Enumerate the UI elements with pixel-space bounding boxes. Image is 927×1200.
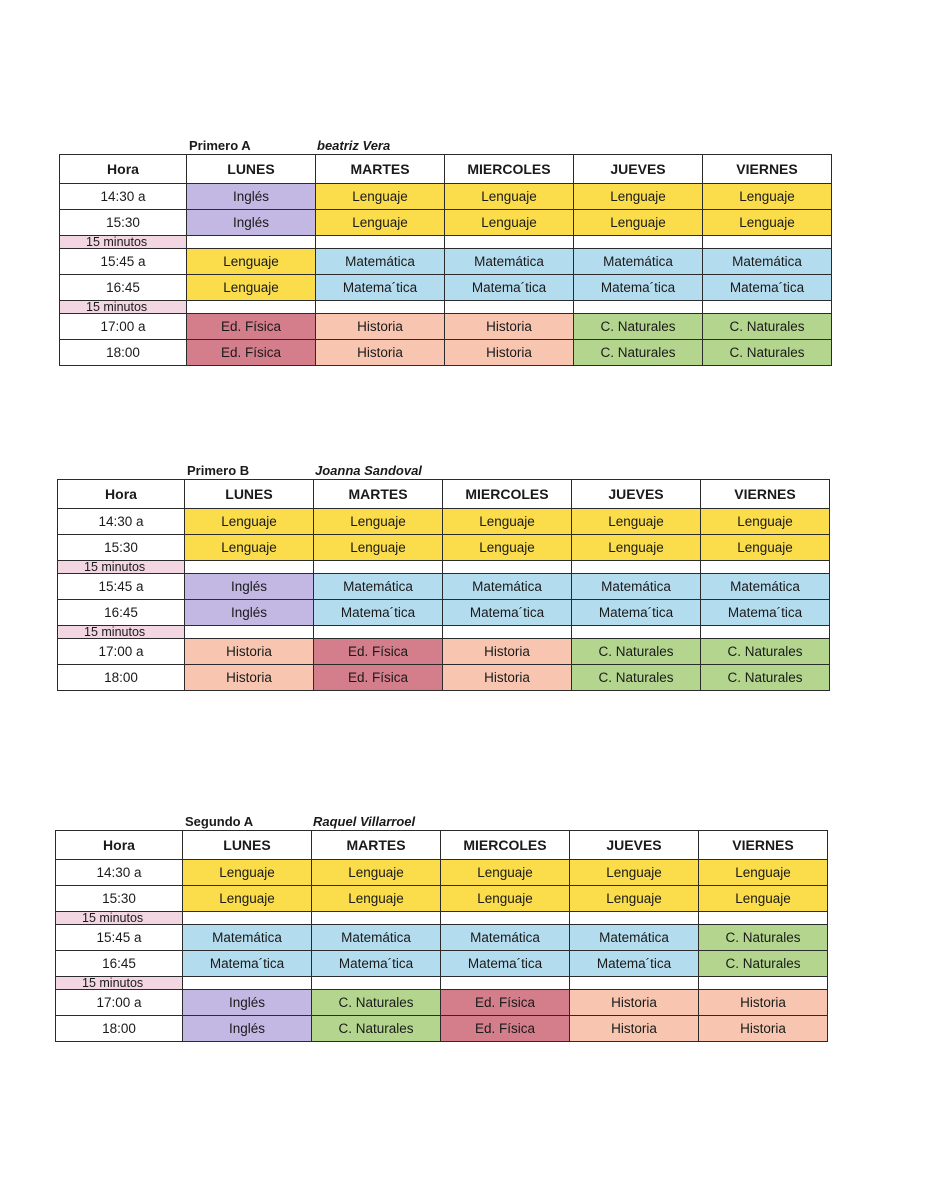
break-cell [441, 977, 570, 990]
break-cell [312, 977, 441, 990]
break-row [56, 977, 828, 990]
subject-cell: Inglés [183, 990, 312, 1016]
subject-cell: Matemática [312, 925, 441, 951]
header-row [60, 155, 832, 184]
subject-cell: Matema´tica [314, 600, 443, 626]
break-cell [185, 561, 314, 574]
time-cell: 15:45 a [56, 925, 183, 951]
header-row [58, 480, 830, 509]
break-cell [187, 236, 316, 249]
table-row [58, 639, 830, 665]
subject-cell: Historia [699, 990, 828, 1016]
schedule-primero-a [59, 138, 832, 366]
subject-cell: Lenguaje [572, 535, 701, 561]
header-viernes: VIERNES [703, 155, 832, 184]
schedule-primero-b [57, 463, 830, 691]
header-row [56, 831, 828, 860]
subject-cell: Lenguaje [183, 886, 312, 912]
break-cell [183, 912, 312, 925]
subject-cell: Lenguaje [701, 535, 830, 561]
subject-cell: Matemática [183, 925, 312, 951]
subject-cell: Matema´tica [570, 951, 699, 977]
group-name: Segundo A [185, 814, 254, 829]
break-row [56, 912, 828, 925]
teacher-name: Joanna Sandoval [315, 463, 422, 478]
break-row [58, 626, 830, 639]
subject-cell: Historia [445, 340, 574, 366]
subject-cell: Matemática [570, 925, 699, 951]
break-cell [187, 301, 316, 314]
time-cell: 18:00 [60, 340, 187, 366]
subject-cell: Ed. Física [441, 1016, 570, 1042]
subject-cell: Lenguaje [316, 184, 445, 210]
group-name: Primero A [189, 138, 251, 153]
subject-cell: C. Naturales [701, 665, 830, 691]
subject-cell: Lenguaje [314, 535, 443, 561]
schedule-table [59, 154, 832, 366]
table-row [58, 535, 830, 561]
subject-cell: C. Naturales [574, 340, 703, 366]
subject-cell: Matemática [316, 249, 445, 275]
subject-cell: Lenguaje [701, 509, 830, 535]
subject-cell: Lenguaje [574, 210, 703, 236]
time-cell: 14:30 a [56, 860, 183, 886]
break-cell [572, 561, 701, 574]
subject-cell: Historia [443, 639, 572, 665]
subject-cell: Inglés [187, 210, 316, 236]
break-cell [314, 626, 443, 639]
subject-cell: Historia [316, 314, 445, 340]
subject-cell: Historia [316, 340, 445, 366]
subject-cell: C. Naturales [699, 925, 828, 951]
table-row [56, 1016, 828, 1042]
table-row [56, 951, 828, 977]
table-row [60, 210, 832, 236]
table-row [58, 665, 830, 691]
subject-cell: C. Naturales [701, 639, 830, 665]
break-cell [316, 301, 445, 314]
subject-cell: C. Naturales [312, 990, 441, 1016]
time-cell: 15:30 [56, 886, 183, 912]
break-cell [701, 561, 830, 574]
header-lunes: LUNES [183, 831, 312, 860]
schedule-table [57, 479, 830, 691]
header-hora: Hora [60, 155, 187, 184]
subject-cell: Matemática [574, 249, 703, 275]
break-cell [443, 626, 572, 639]
subject-cell: Ed. Física [314, 639, 443, 665]
break-cell [699, 977, 828, 990]
schedule-caption [59, 138, 832, 154]
table-row [60, 314, 832, 340]
break-cell [699, 912, 828, 925]
schedule-caption [55, 814, 828, 830]
time-cell: 16:45 [56, 951, 183, 977]
subject-cell: Inglés [183, 1016, 312, 1042]
subject-cell: Lenguaje [570, 860, 699, 886]
subject-cell: Lenguaje [443, 535, 572, 561]
subject-cell: Lenguaje [187, 249, 316, 275]
subject-cell: Matema´tica [445, 275, 574, 301]
header-lunes: LUNES [185, 480, 314, 509]
subject-cell: Historia [445, 314, 574, 340]
subject-cell: Matema´tica [443, 600, 572, 626]
subject-cell: Lenguaje [185, 535, 314, 561]
subject-cell: Lenguaje [187, 275, 316, 301]
subject-cell: Historia [185, 639, 314, 665]
subject-cell: Lenguaje [443, 509, 572, 535]
subject-cell: Matemática [443, 574, 572, 600]
subject-cell: Lenguaje [699, 886, 828, 912]
subject-cell: Lenguaje [574, 184, 703, 210]
schedule-segundo-a [55, 814, 828, 1042]
subject-cell: Matemática [314, 574, 443, 600]
header-jueves: JUEVES [574, 155, 703, 184]
subject-cell: Historia [570, 1016, 699, 1042]
header-hora: Hora [58, 480, 185, 509]
group-name: Primero B [187, 463, 250, 478]
time-cell: 16:45 [60, 275, 187, 301]
schedule-table [55, 830, 828, 1042]
break-cell [316, 236, 445, 249]
subject-cell: Lenguaje [441, 860, 570, 886]
subject-cell: Matema´tica [183, 951, 312, 977]
header-miercoles: MIERCOLES [441, 831, 570, 860]
subject-cell: C. Naturales [703, 340, 832, 366]
break-cell [443, 561, 572, 574]
break-cell [445, 236, 574, 249]
time-cell: 15:30 [60, 210, 187, 236]
subject-cell: Lenguaje [185, 509, 314, 535]
break-cell [445, 301, 574, 314]
subject-cell: Ed. Física [314, 665, 443, 691]
break-row [60, 236, 832, 249]
teacher-name: Raquel Villarroel [313, 814, 416, 829]
subject-cell: Lenguaje [570, 886, 699, 912]
table-row [56, 925, 828, 951]
table-row [56, 886, 828, 912]
subject-cell: Matemática [572, 574, 701, 600]
time-cell: 18:00 [58, 665, 185, 691]
break-cell [572, 626, 701, 639]
break-label: 15 minutos [56, 977, 183, 990]
table-row [58, 574, 830, 600]
break-cell [570, 977, 699, 990]
subject-cell: C. Naturales [572, 639, 701, 665]
subject-cell: Matemática [703, 249, 832, 275]
subject-cell: Matemática [445, 249, 574, 275]
subject-cell: Lenguaje [703, 184, 832, 210]
table-row [60, 340, 832, 366]
break-row [60, 301, 832, 314]
break-label: 15 minutos [58, 626, 185, 639]
subject-cell: Lenguaje [312, 886, 441, 912]
time-cell: 17:00 a [56, 990, 183, 1016]
break-cell [314, 561, 443, 574]
time-cell: 14:30 a [60, 184, 187, 210]
table-row [60, 184, 832, 210]
subject-cell: C. Naturales [312, 1016, 441, 1042]
break-cell [703, 236, 832, 249]
header-viernes: VIERNES [699, 831, 828, 860]
table-row [58, 600, 830, 626]
subject-cell: Historia [570, 990, 699, 1016]
break-cell [570, 912, 699, 925]
break-cell [312, 912, 441, 925]
break-row [58, 561, 830, 574]
time-cell: 17:00 a [60, 314, 187, 340]
header-jueves: JUEVES [572, 480, 701, 509]
table-row [56, 990, 828, 1016]
time-cell: 18:00 [56, 1016, 183, 1042]
break-label: 15 minutos [60, 236, 187, 249]
subject-cell: Lenguaje [703, 210, 832, 236]
header-hora: Hora [56, 831, 183, 860]
break-cell [701, 626, 830, 639]
teacher-name: beatriz Vera [317, 138, 391, 153]
header-martes: MARTES [314, 480, 443, 509]
subject-cell: Ed. Física [441, 990, 570, 1016]
subject-cell: C. Naturales [699, 951, 828, 977]
subject-cell: Inglés [185, 574, 314, 600]
subject-cell: Historia [699, 1016, 828, 1042]
subject-cell: Historia [185, 665, 314, 691]
subject-cell: Ed. Física [187, 340, 316, 366]
table-row [60, 275, 832, 301]
subject-cell: Ed. Física [187, 314, 316, 340]
subject-cell: Matema´tica [312, 951, 441, 977]
header-jueves: JUEVES [570, 831, 699, 860]
break-cell [703, 301, 832, 314]
subject-cell: Historia [443, 665, 572, 691]
subject-cell: Matema´tica [703, 275, 832, 301]
subject-cell: Lenguaje [312, 860, 441, 886]
header-martes: MARTES [312, 831, 441, 860]
subject-cell: Lenguaje [699, 860, 828, 886]
break-cell [441, 912, 570, 925]
subject-cell: Matema´tica [572, 600, 701, 626]
subject-cell: Matema´tica [701, 600, 830, 626]
header-miercoles: MIERCOLES [445, 155, 574, 184]
break-label: 15 minutos [56, 912, 183, 925]
subject-cell: Lenguaje [183, 860, 312, 886]
time-cell: 14:30 a [58, 509, 185, 535]
header-miercoles: MIERCOLES [443, 480, 572, 509]
time-cell: 15:45 a [60, 249, 187, 275]
subject-cell: C. Naturales [572, 665, 701, 691]
header-martes: MARTES [316, 155, 445, 184]
header-lunes: LUNES [187, 155, 316, 184]
break-cell [185, 626, 314, 639]
table-row [60, 249, 832, 275]
break-label: 15 minutos [60, 301, 187, 314]
subject-cell: Lenguaje [572, 509, 701, 535]
subject-cell: Lenguaje [316, 210, 445, 236]
subject-cell: Matema´tica [316, 275, 445, 301]
time-cell: 16:45 [58, 600, 185, 626]
subject-cell: Matemática [441, 925, 570, 951]
subject-cell: Inglés [185, 600, 314, 626]
break-cell [574, 236, 703, 249]
subject-cell: C. Naturales [703, 314, 832, 340]
subject-cell: Lenguaje [441, 886, 570, 912]
table-row [58, 509, 830, 535]
time-cell: 15:30 [58, 535, 185, 561]
break-cell [574, 301, 703, 314]
subject-cell: Matemática [701, 574, 830, 600]
header-viernes: VIERNES [701, 480, 830, 509]
subject-cell: Matema´tica [574, 275, 703, 301]
break-label: 15 minutos [58, 561, 185, 574]
break-cell [183, 977, 312, 990]
subject-cell: Matema´tica [441, 951, 570, 977]
subject-cell: Lenguaje [445, 184, 574, 210]
subject-cell: Lenguaje [445, 210, 574, 236]
time-cell: 15:45 a [58, 574, 185, 600]
subject-cell: Lenguaje [314, 509, 443, 535]
schedule-caption [57, 463, 830, 479]
time-cell: 17:00 a [58, 639, 185, 665]
table-row [56, 860, 828, 886]
subject-cell: Inglés [187, 184, 316, 210]
subject-cell: C. Naturales [574, 314, 703, 340]
